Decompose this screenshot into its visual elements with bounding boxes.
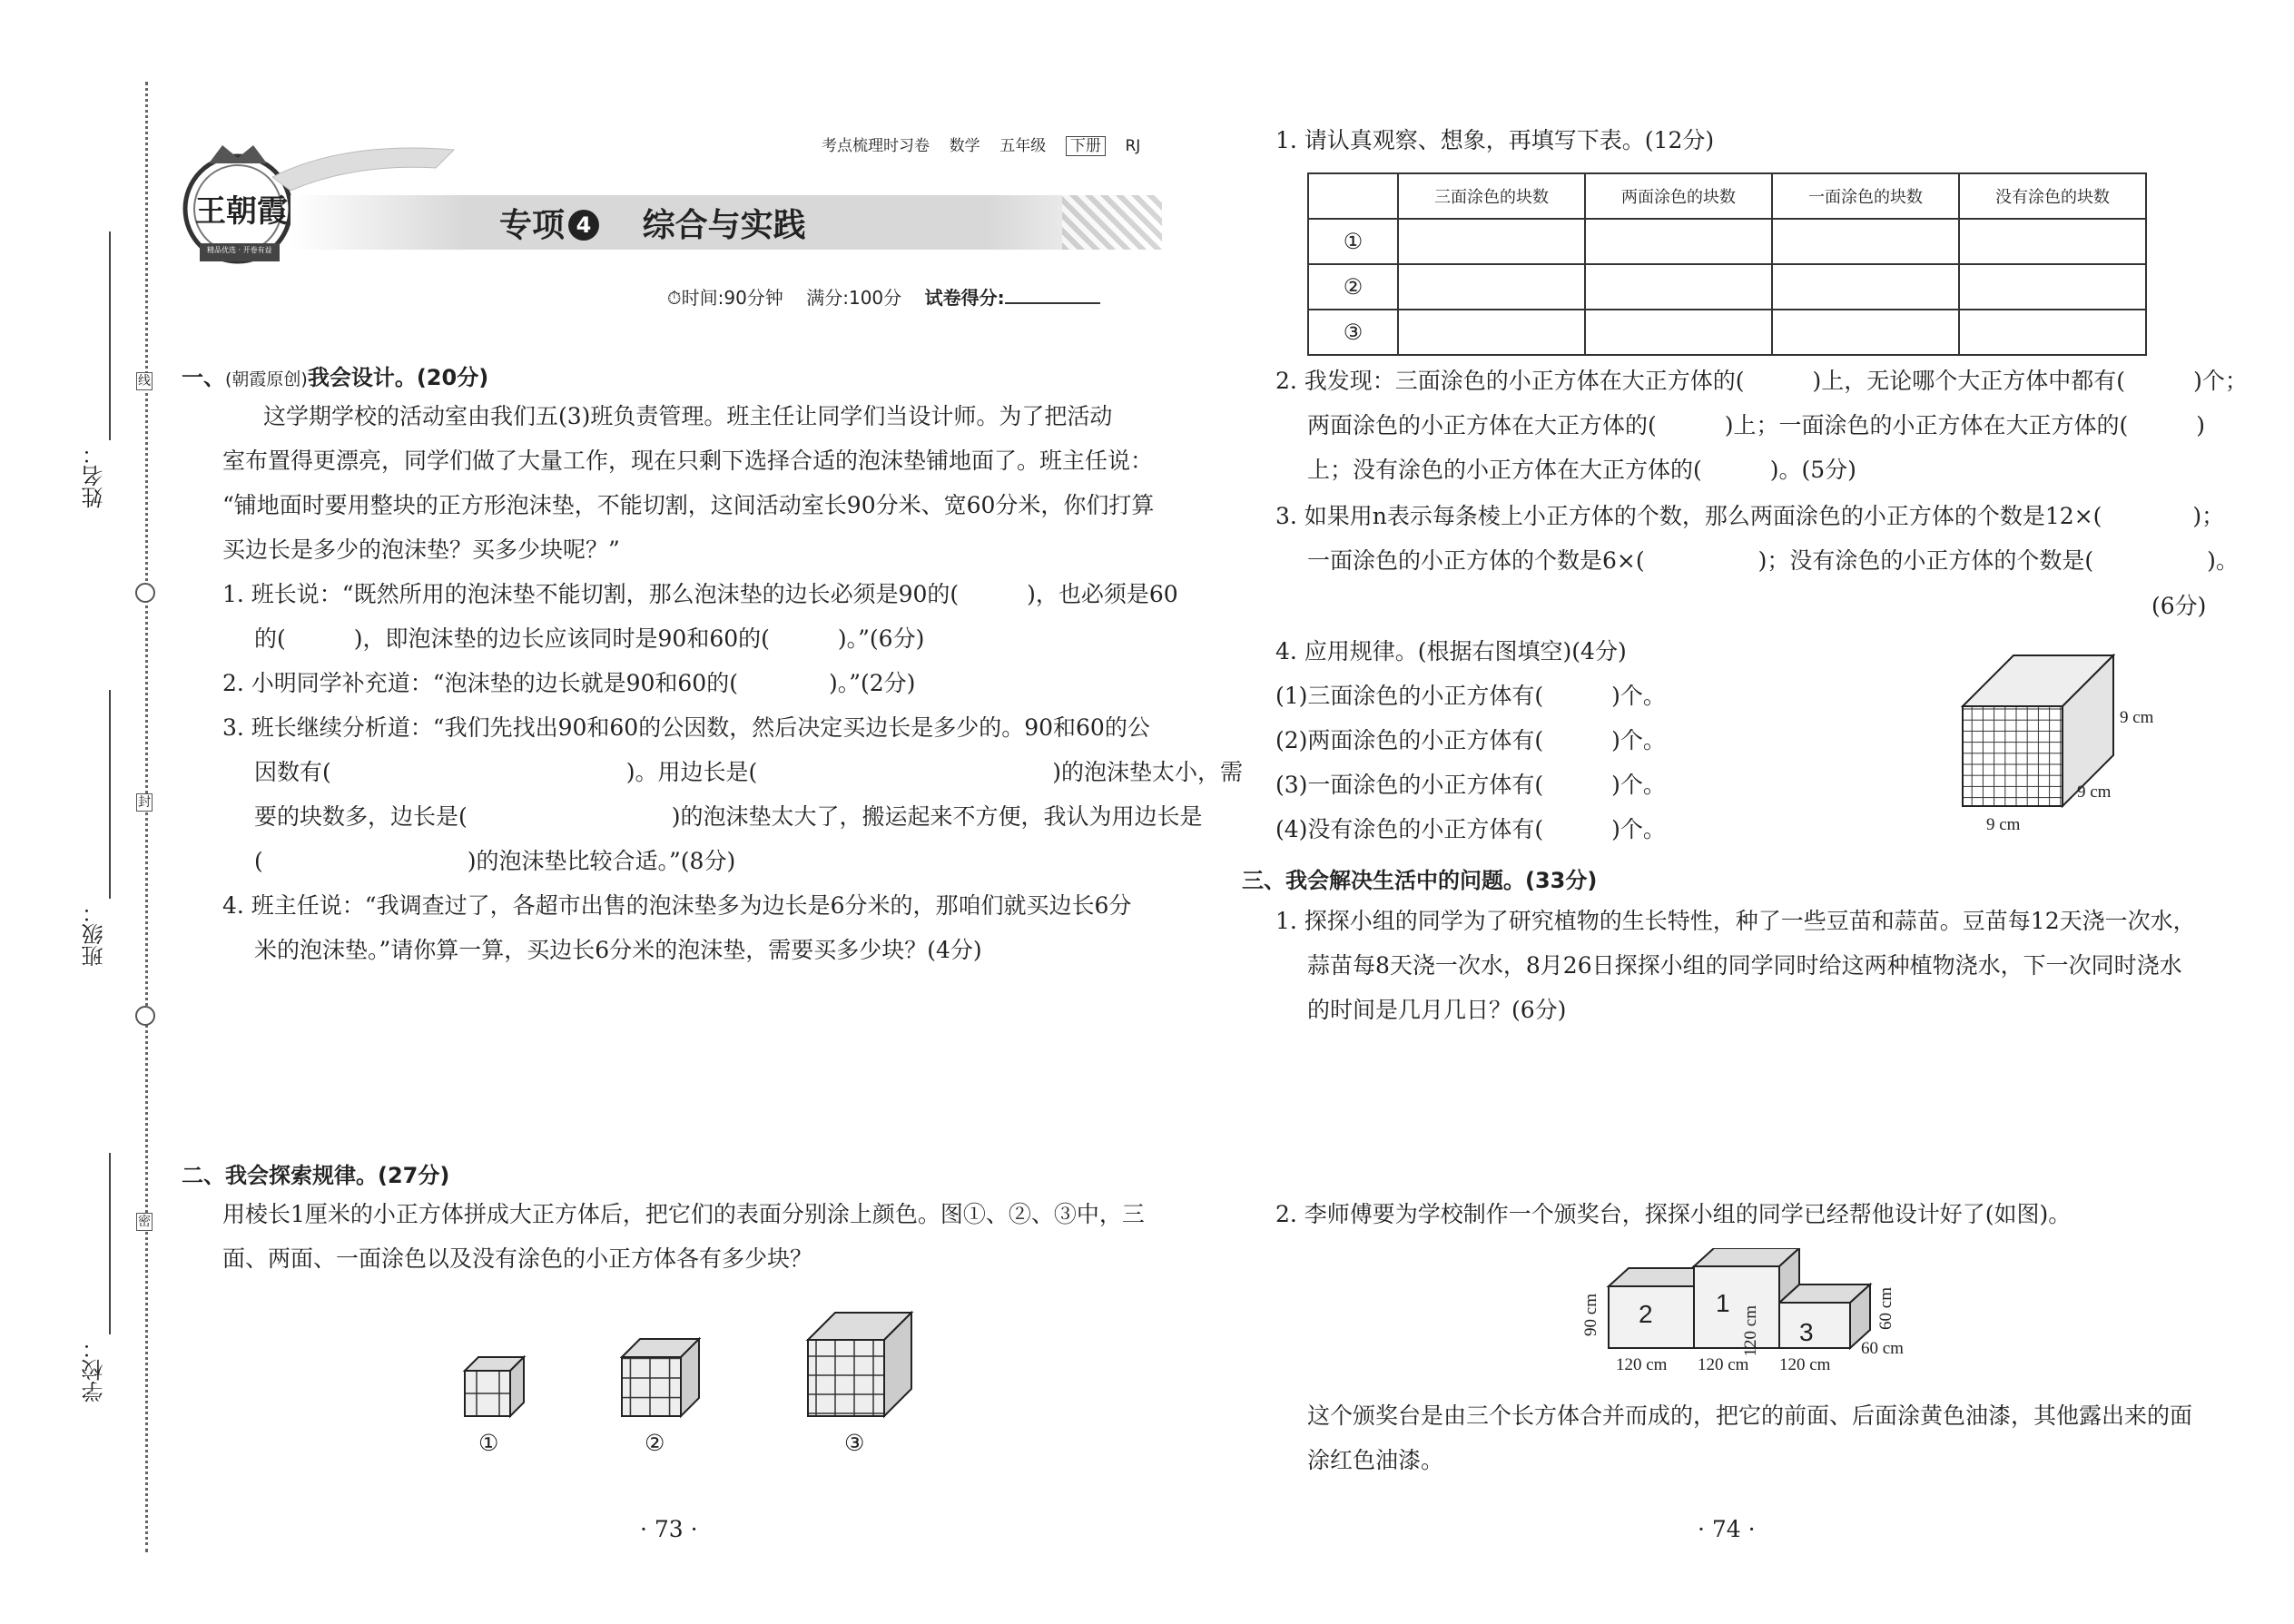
fig-label-3: ③ — [844, 1430, 865, 1456]
cube-figures — [454, 1280, 962, 1434]
r-q4-item: (3)一面涂色的小正方体有( )个。 — [1275, 772, 1666, 798]
name-label: 姓名： — [82, 443, 107, 508]
name-line — [109, 231, 111, 440]
page-title — [499, 200, 806, 246]
answer-cell[interactable] — [1585, 310, 1772, 355]
s1-q3-line: 3. 班长继续分析道：“我们先找出90和60的公因数，然后决定买边长是多少的。90和60的公 — [222, 714, 1150, 741]
header-subject: 数学 — [949, 137, 980, 155]
section1-intro-line: “铺地面时要用整块的正方形泡沫垫，不能切割，这间活动室长90分米、宽60分米，你们打算 — [222, 492, 1155, 518]
clock-icon: ⏱ — [667, 287, 682, 309]
table-row — [1308, 219, 2146, 264]
s1-q3-line: 要的块数多，边长是( )的泡沫垫太大了，搬运起来不方便，我认为用边长是 — [254, 803, 1203, 830]
section1-intro-line: 这学期学校的活动室由我们五(3)班负责管理。班主任让同学们当设计师。为了把活动 — [263, 403, 1113, 429]
s1-q4-line: 米的泡沫垫。”请你算一算，买边长6分米的泡沫垫，需要买多少块？(4分) — [254, 937, 982, 963]
logo-text: 王朝霞 — [195, 193, 288, 230]
podium-width-2: 120 cm — [1698, 1355, 1749, 1374]
table-header-cell: 没有涂色的块数 — [1959, 173, 2146, 219]
fig-label-2: ② — [645, 1430, 665, 1456]
title-number: 4 — [568, 210, 599, 241]
r-q3-score: (6分) — [2151, 593, 2207, 619]
row-label: ③ — [1308, 310, 1398, 355]
answer-cell[interactable] — [1585, 264, 1772, 310]
class-line — [109, 690, 111, 899]
r-q4-item: (4)没有涂色的小正方体有( )个。 — [1275, 816, 1666, 842]
exam-meta — [667, 283, 1100, 310]
page-number-left: · 73 · — [640, 1516, 698, 1542]
section1-intro-line: 买边长是多少的泡沫垫？买多少块呢？” — [222, 536, 620, 563]
exam-time: 时间:90分钟 — [681, 287, 783, 309]
answer-cell[interactable] — [1398, 219, 1585, 264]
cube-figure-2 — [622, 1339, 699, 1416]
row-label: ② — [1308, 264, 1398, 310]
gutter-mark-seal: 封 — [138, 795, 151, 810]
r-q4-item: (1)三面涂色的小正方体有( )个。 — [1275, 683, 1666, 709]
r-q4-item: (2)两面涂色的小正方体有( )个。 — [1275, 727, 1666, 753]
section1-title: 一、(朝霞原创)我会设计。(20分) — [182, 365, 489, 390]
table-header-cell: 三面涂色的块数 — [1398, 173, 1585, 219]
title-main: 综合与实践 — [642, 207, 806, 244]
s1-q3-line: 因数有( )。用边长是( )的泡沫垫太小，需 — [254, 759, 1244, 785]
answer-cell[interactable] — [1959, 219, 2146, 264]
binding-line — [145, 82, 148, 1552]
podium-width-1: 120 cm — [1616, 1355, 1668, 1374]
header-series: 考点梳理时习卷 — [822, 137, 930, 155]
title-prefix: 专项 — [499, 207, 566, 244]
cube-figure-1 — [465, 1357, 524, 1416]
answer-table — [1307, 172, 2147, 356]
table-header-cell — [1308, 173, 1398, 219]
s3-q1-line: 的时间是几月几日？(6分) — [1307, 997, 1567, 1023]
gutter-dot-icon — [135, 1006, 155, 1026]
podium-height-2: 90 cm — [1581, 1294, 1600, 1336]
table-row — [1308, 310, 2146, 355]
page-number-right: · 74 · — [1698, 1516, 1756, 1542]
table-header-row — [1308, 173, 2146, 219]
podium-depth: 60 cm — [1861, 1339, 1904, 1358]
ribbon — [272, 136, 463, 191]
section3-title: 三、我会解决生活中的问题。(33分) — [1242, 868, 1598, 893]
s3-q1-line: 蒜苗每8天浇一次水，8月26日探探小组的同学同时给这两种植物浇水，下一次同时浇水 — [1307, 952, 2182, 979]
school-label: 学校： — [82, 1337, 107, 1403]
r-q1: 1. 请认真观察、想象，再填写下表。(12分) — [1275, 127, 1715, 153]
header-grade: 五年级 — [999, 137, 1047, 155]
gutter-dot-icon — [135, 583, 155, 603]
answer-cell[interactable] — [1585, 219, 1772, 264]
table-header-cell: 两面涂色的块数 — [1585, 173, 1772, 219]
podium-box-1-number: 1 — [1716, 1289, 1730, 1317]
s1-q2-line: 2. 小明同学补充道：“泡沫垫的边长就是90和60的( )。”(2分) — [222, 670, 916, 696]
section2-title: 二、我会探索规律。(27分) — [182, 1163, 450, 1188]
section2-intro-line: 面、两面、一面涂色以及没有涂色的小正方体各有多少块？ — [222, 1245, 813, 1272]
s3-q2-text-line: 涂红色油漆。 — [1307, 1447, 1444, 1473]
score-blank[interactable] — [1005, 302, 1100, 304]
header-edition: RJ — [1125, 137, 1141, 155]
s3-q1-line: 1. 探探小组的同学为了研究植物的生长特性，种了一些豆苗和蒜苗。豆苗每12天浇一次水， — [1275, 908, 2196, 934]
cube-label-width: 9 cm — [1986, 815, 2021, 834]
s1-q1-line: 的( )，即泡沫垫的边长应该同时是90和60的( )。”(6分) — [254, 625, 925, 652]
r-q2-line: 上；没有涂色的小正方体在大正方体的( )。(5分) — [1307, 457, 1856, 483]
s3-q2-text-line: 这个颁奖台是由三个长方体合并而成的，把它的前面、后面涂黄色油漆，其他露出来的面 — [1307, 1403, 2193, 1429]
s1-q1-line: 1. 班长说：“既然所用的泡沫垫不能切割，那么泡沫垫的边长必须是90的( )，也必须是60 — [222, 581, 1178, 607]
r-q3-line: 一面涂色的小正方体的个数是6×( )；没有涂色的小正方体的个数是( )。 — [1307, 547, 2239, 574]
gutter-mark-close: 密 — [138, 1215, 151, 1229]
podium-height-3: 60 cm — [1876, 1287, 1895, 1330]
section1-tag: (朝霞原创) — [225, 369, 308, 389]
logo-small-text: 精品优选 · 开卷有益 — [207, 246, 272, 254]
header-info — [822, 133, 1140, 155]
school-line — [109, 1153, 111, 1334]
row-label: ① — [1308, 219, 1398, 264]
cube-figure-3 — [808, 1313, 911, 1416]
s1-q4-line: 4. 班主任说：“我调查过了，各超市出售的泡沫垫多为边长是6分米的，那咱们就买边长6分 — [222, 892, 1132, 919]
r-q2-line: 2. 我发现：三面涂色的小正方体在大正方体的( )上，无论哪个大正方体中都有( )个； — [1275, 368, 2248, 394]
header-volume: 下册 — [1066, 136, 1106, 156]
table-header-cell: 一面涂色的块数 — [1772, 173, 1959, 219]
answer-cell[interactable] — [1959, 264, 2146, 310]
class-label: 班级： — [82, 901, 107, 967]
answer-cell[interactable] — [1959, 310, 2146, 355]
answer-cell[interactable] — [1398, 264, 1585, 310]
fig-label-1: ① — [478, 1430, 499, 1456]
cube-label-depth: 9 cm — [2077, 782, 2112, 802]
section2-intro-line: 用棱长1厘米的小正方体拼成大正方体后，把它们的表面分别涂上颜色。图①、②、③中，三 — [222, 1201, 1145, 1227]
r-q3-line: 3. 如果用n表示每条棱上小正方体的个数，那么两面涂色的小正方体的个数是12×( )； — [1275, 503, 2225, 529]
answer-cell[interactable] — [1772, 219, 1959, 264]
s3-q2: 2. 李师傅要为学校制作一个颁奖台，探探小组的同学已经帮他设计好了(如图)。 — [1275, 1201, 2072, 1227]
s1-q3-line: ( )的泡沫垫比较合适。”(8分) — [254, 848, 736, 874]
section1-intro-line: 室布置得更漂亮，同学们做了大量工作，现在只剩下选择合适的泡沫垫铺地面了。班主任说： — [222, 448, 1154, 474]
r-q4: 4. 应用规律。(根据右图填空)(4分) — [1275, 638, 1627, 664]
answer-cell[interactable] — [1772, 264, 1959, 310]
table-row — [1308, 264, 2146, 310]
podium-box-2-number: 2 — [1639, 1300, 1653, 1328]
podium-width-3: 120 cm — [1779, 1355, 1831, 1374]
exam-score-label: 试卷得分: — [924, 287, 1005, 309]
podium-height-1: 120 cm — [1741, 1305, 1760, 1357]
title-checker — [1062, 195, 1162, 250]
podium-box-3-number: 3 — [1799, 1318, 1814, 1346]
r-q2-line: 两面涂色的小正方体在大正方体的( )上；一面涂色的小正方体在大正方体的( ) — [1307, 412, 2206, 438]
answer-cell[interactable] — [1772, 310, 1959, 355]
cube-label-height: 9 cm — [2120, 708, 2154, 727]
answer-cell[interactable] — [1398, 310, 1585, 355]
gutter-mark-line: 线 — [138, 374, 151, 389]
exam-full-score: 满分:100分 — [806, 287, 902, 309]
